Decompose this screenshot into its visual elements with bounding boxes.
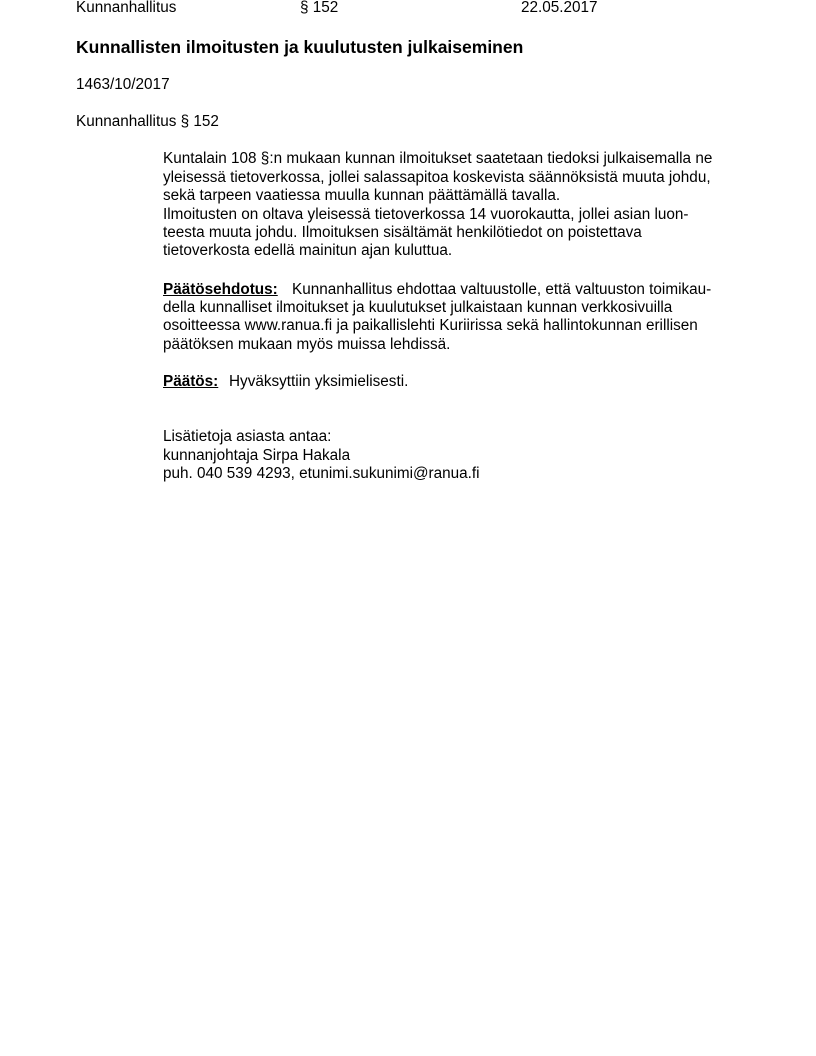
record-number: 1463/10/2017 [76, 76, 170, 93]
text-line: Kunnanhallitus ehdottaa valtuustolle, että valtuuston toimikau- [292, 281, 712, 298]
header-body: Kunnanhallitus [76, 0, 177, 16]
text-line: sekä tarpeen vaatiessa muulla kunnan päättämällä tavalla. [163, 187, 561, 204]
text-line: tietoverkosta edellä mainitun ajan kuluttua. [163, 242, 453, 259]
decision-label: Päätös: [163, 373, 219, 390]
proposal-label: Päätösehdotus: [163, 281, 278, 298]
meeting-reference: Kunnanhallitus § 152 [76, 113, 219, 130]
text-line: osoitteessa www.ranua.fi ja paikallislehti Kuriirissa sekä hallintokunnan erillisen [163, 317, 698, 334]
decision-text: Hyväksyttiin yksimielisesti. [229, 373, 409, 390]
contact-person: kunnanjohtaja Sirpa Hakala [163, 447, 351, 464]
text-line: Ilmoitusten on oltava yleisessä tietoverkossa 14 vuorokautta, jollei asian luon- [163, 206, 689, 223]
text-line: della kunnalliset ilmoitukset ja kuulutukset julkaistaan kunnan verkkosivuilla [163, 299, 673, 316]
header-section: § 152 [300, 0, 339, 16]
header-date: 22.05.2017 [521, 0, 598, 16]
document-title: Kunnallisten ilmoitusten ja kuulutusten julkaiseminen [76, 37, 524, 57]
text-line: päätöksen mukaan myös muissa lehdissä. [163, 336, 451, 353]
contact-details: puh. 040 539 4293, etunimi.sukunimi@ranua.fi [163, 465, 480, 482]
contact-intro: Lisätietoja asiasta antaa: [163, 428, 332, 445]
text-line: yleisessä tietoverkossa, jollei salassapitoa koskevista säännöksistä muuta johdu, [163, 169, 711, 186]
text-line: Kuntalain 108 §:n mukaan kunnan ilmoitukset saatetaan tiedoksi julkaisemalla ne [163, 150, 713, 167]
text-line: teesta muuta johdu. Ilmoituksen sisältämät henkilötiedot on poistettava [163, 224, 642, 241]
